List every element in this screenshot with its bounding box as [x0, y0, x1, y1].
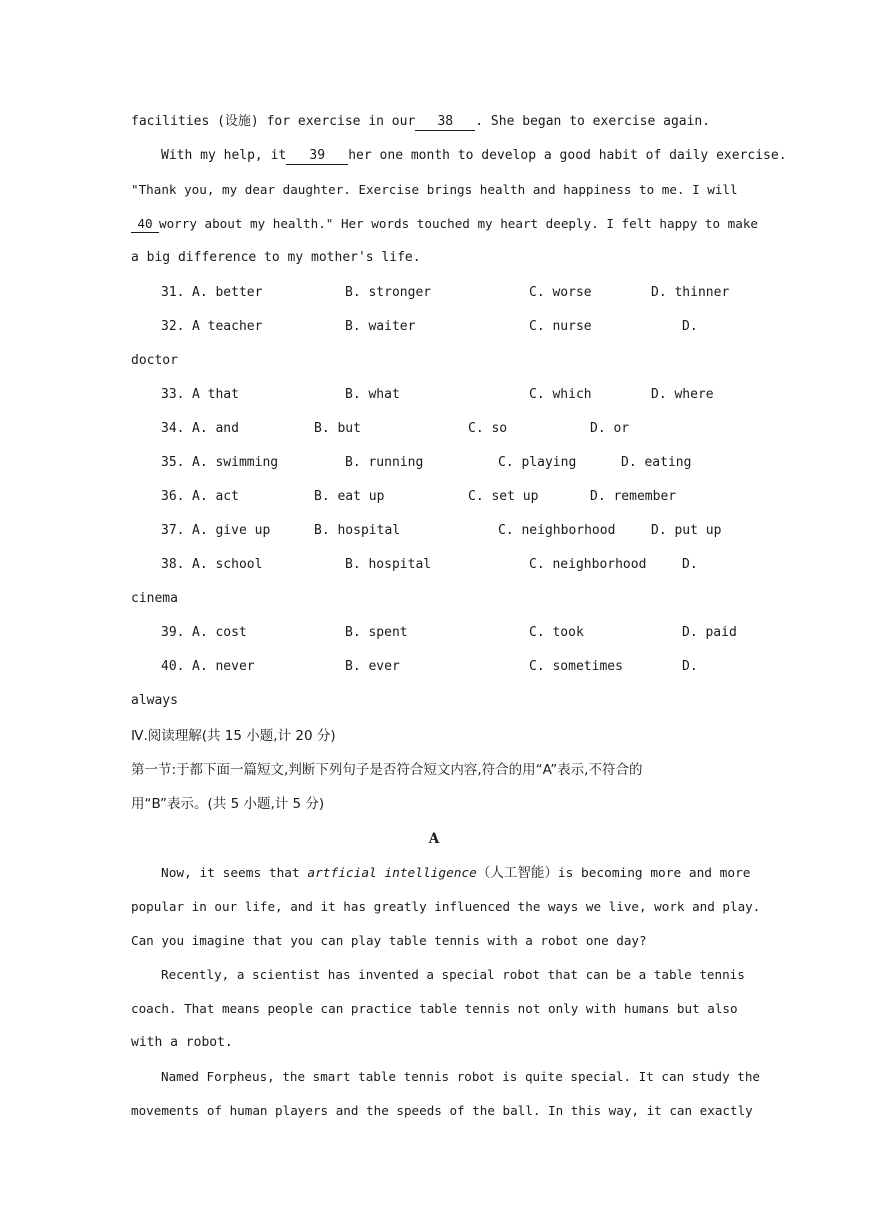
question-number: 37. [161, 523, 185, 538]
instruction-line-1: 第一节:于都下面一篇短文,判断下列句子是否符合短文内容,符合的用“A”表示,不符合的 [131, 762, 643, 778]
section-heading: Ⅳ.阅读理解(共 15 小题,计 20 分) [131, 728, 336, 744]
cloze-line-3: "Thank you, my dear daughter. Exercise brings health and happiness to me. I will [131, 182, 738, 197]
option-a: A. and [192, 421, 239, 436]
option-b: B. what [345, 387, 400, 402]
passage-cn-gloss: （人工智能） [476, 865, 558, 881]
option-a: A. give up [192, 523, 271, 538]
option-b: B. hospital [345, 557, 432, 572]
option-d: D. remember [590, 489, 677, 504]
option-d: D. or [590, 421, 630, 436]
passage-line-6: with a robot. [131, 1035, 233, 1050]
blank-38: 38 [415, 114, 475, 131]
option-d: D. [682, 557, 698, 572]
option-d: D. [682, 659, 698, 674]
option-c: C. which [529, 387, 592, 402]
option-d: D. put up [651, 523, 722, 538]
passage-italic-term: artficial intelligence [307, 866, 477, 881]
option-a: A. better [192, 285, 263, 300]
passage-line-7: Named Forpheus, the smart table tennis robot is quite special. It can study the [161, 1069, 760, 1084]
option-c: C. worse [529, 285, 592, 300]
option-b: B. hospital [314, 523, 401, 538]
cloze-text: With my help, it [161, 148, 287, 163]
cloze-line-2 [161, 139, 787, 173]
option-d: D. eating [621, 455, 692, 470]
question-number: 40. [161, 659, 185, 674]
question-number: 33. [161, 387, 185, 402]
passage-line-4: Recently, a scientist has invented a special robot that can be a table tennis [161, 967, 745, 982]
question-number: 36. [161, 489, 185, 504]
option-d: D. thinner [651, 285, 730, 300]
instruction-line-2: 用“B”表示。(共 5 小题,计 5 分) [131, 796, 325, 812]
passage-line-2: popular in our life, and it has greatly influenced the ways we live, work and play. [131, 899, 761, 914]
passage-text: is becoming more and more [557, 866, 751, 881]
passage-text: Now, it seems that [161, 866, 308, 881]
cloze-text: her one month to develop a good habit of daily exercise. [348, 148, 787, 163]
passage-line-1 [161, 856, 751, 890]
question-number: 34. [161, 421, 185, 436]
option-d: D. [682, 319, 698, 334]
option-a: A. school [192, 557, 263, 572]
option-c: C. playing [498, 455, 577, 470]
cloze-line-5: a big difference to my mother's life. [131, 250, 421, 265]
option-c: C. nurse [529, 319, 592, 334]
option-b: B. but [314, 421, 361, 436]
cloze-line-4 [131, 207, 758, 241]
passage-label: A [428, 831, 440, 847]
option-a: A. swimming [192, 455, 279, 470]
blank-40: 40 [131, 216, 159, 233]
option-d-wrap: cinema [131, 591, 178, 606]
blank-39: 39 [286, 148, 348, 165]
option-c: C. took [529, 625, 584, 640]
question-number: 32. [161, 319, 185, 334]
question-number: 39. [161, 625, 185, 640]
option-a: A teacher [192, 319, 263, 334]
cloze-line-1 [131, 105, 737, 139]
passage-line-5: coach. That means people can practice table tennis not only with humans but also [131, 1001, 738, 1016]
option-b: B. stronger [345, 285, 432, 300]
question-number: 38. [161, 557, 185, 572]
option-d-wrap: always [131, 693, 178, 708]
option-a: A. act [192, 489, 239, 504]
option-b: B. spent [345, 625, 408, 640]
option-c: C. neighborhood [498, 523, 616, 538]
option-d: D. paid [682, 625, 737, 640]
option-a: A that [192, 387, 239, 402]
passage-line-3: Can you imagine that you can play table tennis with a robot one day? [131, 933, 647, 948]
option-a: A. cost [192, 625, 247, 640]
option-b: B. waiter [345, 319, 416, 334]
cloze-text: . She began to exercise again. [475, 114, 711, 129]
option-c: C. so [468, 421, 508, 436]
option-d: D. where [651, 387, 714, 402]
option-b: B. running [345, 455, 424, 470]
option-b: B. ever [345, 659, 400, 674]
question-number: 35. [161, 455, 185, 470]
cloze-text: worry about my health." Her words touched my heart deeply. I felt happy to make [159, 216, 758, 231]
cloze-text: facilities (设施) for exercise in our [131, 114, 416, 129]
option-a: A. never [192, 659, 255, 674]
option-b: B. eat up [314, 489, 385, 504]
question-number: 31. [161, 285, 185, 300]
option-c: C. neighborhood [529, 557, 647, 572]
option-d-wrap: doctor [131, 353, 178, 368]
option-c: C. sometimes [529, 659, 623, 674]
option-c: C. set up [468, 489, 539, 504]
passage-line-8: movements of human players and the speeds of the ball. In this way, it can exactly [131, 1103, 753, 1118]
